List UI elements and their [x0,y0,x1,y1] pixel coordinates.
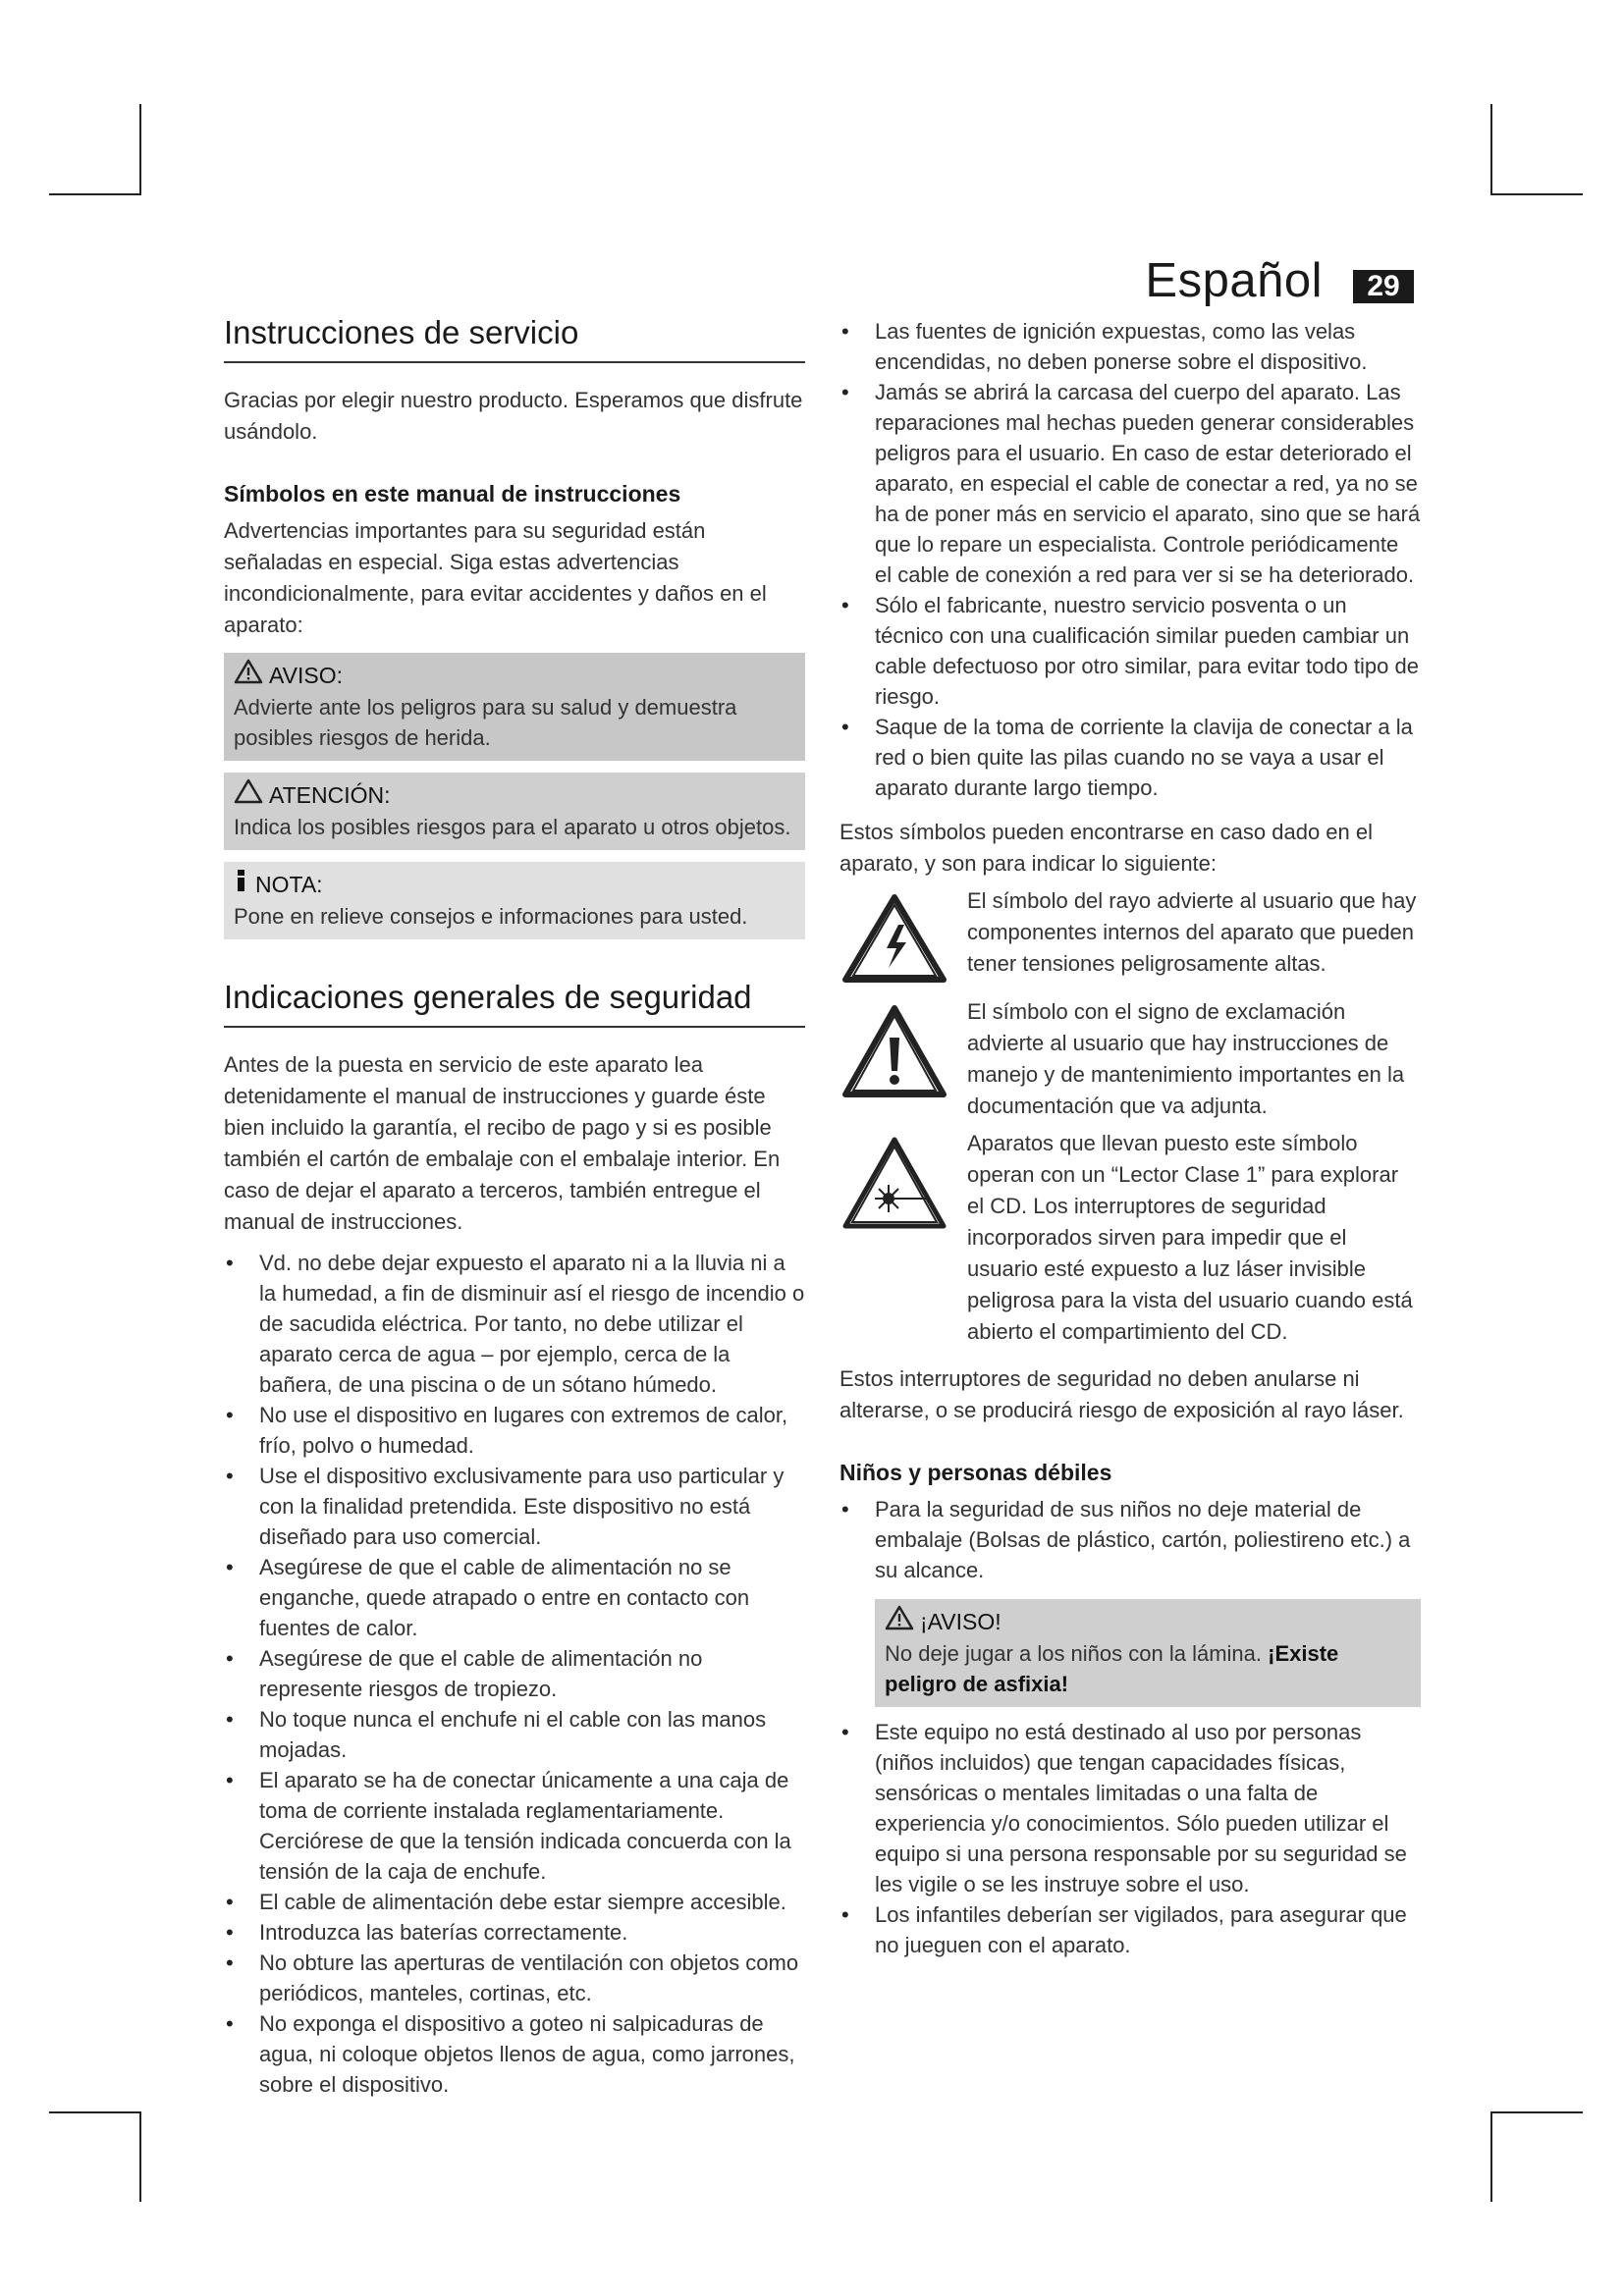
aviso-children-title: ¡AVISO! [920,1608,1001,1634]
list-item: • El aparato se ha de conectar únicamente a una caja de toma de corriente instalada reglamentariamente. Cerciórese de que la tensión indicada concuerda con la tensión de la caja de enchufe. [224,1765,805,1887]
aviso-children-strong: ¡Existe peligro de asfixia! [885,1641,1339,1696]
lightning-symbol-text: El símbolo del rayo advierte al usuario que hay componentes internos del aparato que pueden tener tensiones peligrosamente altas. [967,888,1417,976]
list-item: • Este equipo no está destinado al uso por personas (niños incluidos) que tengan capacidades físicas, sensóricas o mentales limitadas o una falta de experiencia y/o conocimientos. Sólo pueden utilizar el equipo si una persona responsable por su seguridad se les vigile o se les instruye sobre el uso. [839,1717,1421,1899]
section-title-safety: Indicaciones generales de seguridad [224,979,805,1028]
atencion-text: Indica los posibles riesgos para el aparato u otros objetos. [234,815,791,839]
crop-mark [1490,104,1492,194]
crop-mark [1490,2111,1492,2202]
aviso-title: AVISO: [269,662,343,688]
list-item: • Introduzca las baterías correctamente. [224,1917,805,1948]
crop-mark [139,104,141,194]
nota-text: Pone en relieve consejos e informaciones para usted. [234,904,748,929]
list-item: • Vd. no debe dejar expuesto el aparato ni a la lluvia ni a la humedad, a fin de disminuir así el riesgo de incendio o de sacudida eléctrica. Por tanto, no debe utilizar el aparato cerca de agua – por ejemplo, cerca de la bañera, de una piscina o de un sótano húmedo. [224,1248,805,1400]
nota-title: NOTA: [255,871,323,897]
crop-mark [1490,193,1583,195]
section-title-instructions: Instrucciones de servicio [224,314,805,363]
aviso-text: Advierte ante los peligros para su salud y demuestra posibles riesgos de herida. [234,695,737,750]
lightning-warning-icon [839,885,949,990]
safety-list-continued [839,316,1421,803]
list-item: • Saque de la toma de corriente la clavija de conectar a la red o bien quite las pilas cuando no se vaya a usar el aparato durante largo tiempo. [839,712,1421,803]
info-icon [234,868,249,901]
aviso-children-box [875,1599,1421,1707]
symbol-row-laser [839,1128,1421,1348]
list-item: • Use el dispositivo exclusivamente para uso particular y con la finalidad pretendida. Este dispositivo no está diseñado para uso comercial. [224,1461,805,1552]
aviso-children-plain: No deje jugar a los niños con la lámina. [885,1641,1263,1666]
list-item: • Para la seguridad de sus niños no deje material de embalaje (Bolsas de plástico, cartón, poliestireno etc.) a su alcance. [839,1494,1421,1585]
safety-intro: Antes de la puesta en servicio de este aparato lea detenidamente el manual de instrucciones y guarde éste bien incluido la garantía, el recibo de pago y si es posible también el cartón de embalaje con el embalaje interior. En caso de dejar el aparato a terceros, también entregue el manual de instrucciones. [224,1052,781,1234]
language-header: Español [1145,254,1323,307]
aviso-children-text [885,1638,1411,1699]
intro-text: Gracias por elegir nuestro producto. Esperamos que disfrute usándolo. [224,388,803,444]
caution-triangle-icon [234,778,263,812]
page-number: 29 [1353,270,1414,303]
atencion-title: ATENCIÓN: [269,781,391,808]
exclamation-symbol-text: El símbolo con el signo de exclamación advierte al usuario que hay instrucciones de manejo y de mantenimiento importantes en la documentación que va adjunta. [967,999,1405,1118]
list-item: • Sólo el fabricante, nuestro servicio posventa o un técnico con una cualificación similar pueden cambiar un cable defectuoso por otro similar, para evitar todo tipo de riesgo. [839,590,1421,712]
left-column [224,314,805,2100]
list-item: • Jamás se abrirá la carcasa del cuerpo del aparato. Las reparaciones mal hechas pueden generar considerables peligros para el usuario. En caso de estar deteriorado el aparato, en especial el cable de conectar a red, ya no se ha de poner más en servicio el aparato, sino que se hará que lo repare un especialista. Controle periódicamente el cable de conexión a red para ver si se ha deteriorado. [839,377,1421,590]
children-list-continued [839,1717,1421,1960]
warning-triangle-icon [885,1605,914,1638]
list-item: • El cable de alimentación debe estar siempre accesible. [224,1887,805,1917]
list-item: • No obture las aperturas de ventilación con objetos como periódicos, manteles, cortinas, etc. [224,1948,805,2008]
interlock-text: Estos interruptores de seguridad no deben anularse ni alterarse, o se producirá riesgo de exposición al rayo láser. [839,1366,1404,1422]
atencion-box [224,773,805,850]
symbol-row-lightning [839,885,1421,990]
right-column [839,316,1421,1960]
crop-mark [49,2111,141,2113]
list-item: • Las fuentes de ignición expuestas, como las velas encendidas, no deben ponerse sobre el dispositivo. [839,316,1421,377]
warning-triangle-icon [234,659,263,692]
list-item: • No toque nunca el enchufe ni el cable con las manos mojadas. [224,1704,805,1765]
crop-mark [49,193,141,195]
symbol-row-exclamation [839,996,1421,1122]
exclamation-warning-icon [839,996,949,1122]
aviso-box [224,653,805,761]
symbols-text: Advertencias importantes para su seguridad están señaladas en especial. Siga estas advertencias incondicionalmente, para evitar accidentes y daños en el aparato: [224,518,767,637]
children-heading: Niños y personas débiles [839,1460,1112,1485]
crop-mark [1490,2111,1583,2113]
list-item: • Asegúrese de que el cable de alimentación no represente riesgos de tropiezo. [224,1643,805,1704]
children-list [839,1494,1421,1585]
symbols-intro: Estos símbolos pueden encontrarse en caso dado en el aparato, y son para indicar lo siguiente: [839,820,1374,876]
list-item: • Los infantiles deberían ser vigilados, para asegurar que no jueguen con el aparato. [839,1899,1421,1960]
symbols-heading: Símbolos en este manual de instrucciones [224,481,681,507]
safety-list [224,1248,805,2100]
laser-warning-icon [839,1128,949,1348]
list-item: • No exponga el dispositivo a goteo ni salpicaduras de agua, ni coloque objetos llenos de agua, como jarrones, sobre el dispositivo. [224,2008,805,2100]
list-item: • No use el dispositivo en lugares con extremos de calor, frío, polvo o humedad. [224,1400,805,1461]
list-item: • Asegúrese de que el cable de alimentación no se enganche, quede atrapado o entre en contacto con fuentes de calor. [224,1552,805,1643]
laser-symbol-text: Aparatos que llevan puesto este símbolo operan con un “Lector Clase 1” para explorar el CD. Los interruptores de seguridad incorporados sirven para impedir que el usuario esté expuesto a luz láser invisible peligrosa para la vista del usuario cuando está abierto el compartimiento del CD. [967,1131,1413,1344]
nota-box [224,862,805,939]
crop-mark [139,2111,141,2202]
